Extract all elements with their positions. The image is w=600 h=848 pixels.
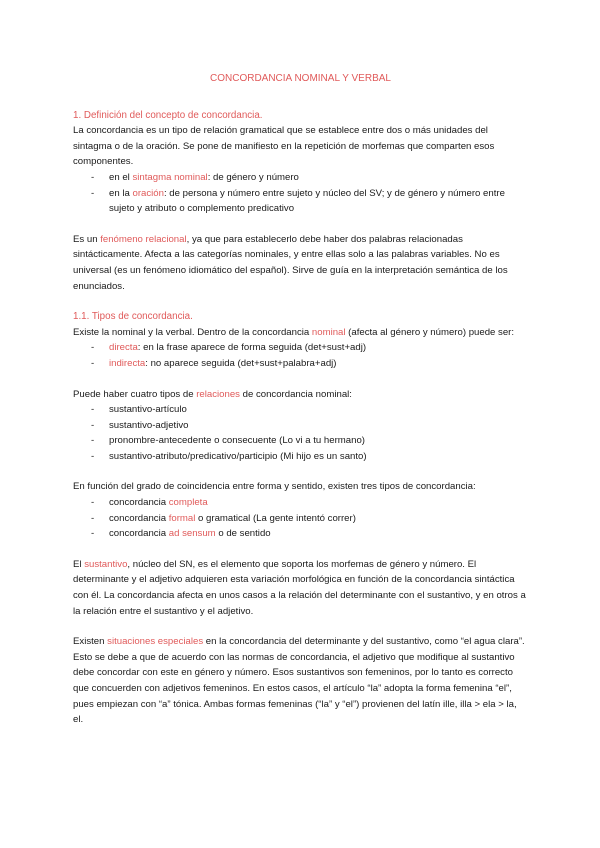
coincidence-list: [73, 495, 528, 542]
types-paragraph: [73, 325, 528, 341]
list-item: - sustantivo-artículo: [91, 402, 528, 418]
list-item: - sustantivo-adjetivo: [91, 418, 528, 434]
highlight-term: nominal: [311, 326, 346, 338]
list-item: - sustantivo-atributo/predicativo/participio (Mi hijo es un santo): [91, 449, 528, 465]
list-item: - pronombre-antecedente o consecuente (Lo vi a tu hermano): [91, 433, 528, 449]
relational-paragraph: [73, 232, 528, 294]
text: o de sentido: [215, 528, 271, 540]
text: concordancia: [109, 528, 169, 540]
text: El: [73, 558, 85, 570]
text: Existe la nominal y la verbal. Dentro de la concordancia: [73, 326, 312, 338]
document-title: CONCORDANCIA NOMINAL Y VERBAL: [210, 73, 391, 84]
text: , ya que para establecerlo debe haber dos palabras relacionadas sintácticamente. Afecta a las categorías nominales, y entre ellas solo a las palabras variables. No es universal (es un fenómeno idiomático del español). Sirve de guía en la interpretación semántica de los enunciados.: [73, 233, 508, 292]
nominal-types-list: [73, 340, 528, 371]
highlight-term: fenómeno relacional: [100, 233, 187, 245]
definition-paragraph: La concordancia es un tipo de relación gramatical que se establece entre dos o más unidades del sintagma o de la oración. Se pone de manifiesto en la repetición de morfemas que comparten esos componentes.: [73, 125, 495, 168]
list-item: [91, 186, 528, 217]
highlight-term: completa: [168, 497, 208, 509]
highlight-term: relaciones: [196, 388, 240, 400]
coincidence-paragraph: En función del grado de coincidencia entre forma y sentido, existen tres tipos de concordancia:: [73, 481, 476, 493]
text: : no aparece seguida (det+sust+palabra+adj): [145, 357, 337, 369]
special-situations-paragraph: [73, 634, 528, 728]
text: (afecta al género y número) puede ser:: [345, 326, 515, 338]
text: o gramatical (La gente intentó correr): [195, 512, 356, 524]
list-item: [91, 526, 528, 542]
text: : de género y número: [207, 171, 299, 183]
section-heading-types: 1.1. Tipos de concordancia.: [73, 311, 193, 323]
text: en la concordancia del determinante y del sustantivo, como “el agua clara”. Esto se debe a que de acuerdo con las normas de concordancia, el adjetivo que modifique al sustantivo debe concordar con este en género y número. Esos sustantivos son femeninos, por lo tanto es correcto que concuerden con adjetivos femeninos. En estos casos, el artículo “la” adopta la forma femenina “el”, pues empiezan con “a” tónica. Ambas formas femeninas (“la” y “el”) provienen del latín ille, illa > ela > la, el.: [73, 636, 525, 726]
text: de concordancia nominal:: [239, 388, 352, 400]
text: concordancia: [109, 512, 169, 524]
list-item: [91, 356, 528, 372]
highlight-term: sustantivo: [84, 558, 128, 570]
text: concordancia: [109, 497, 169, 509]
text: Es un: [73, 233, 101, 245]
highlight-term: oración: [132, 187, 164, 199]
relations-paragraph: [73, 387, 528, 403]
text: en la: [109, 187, 133, 199]
noun-paragraph: [73, 557, 528, 619]
list-item: [91, 340, 528, 356]
highlight-term: formal: [168, 512, 196, 524]
highlight-term: sintagma nominal: [132, 171, 208, 183]
section-heading-definition: 1. Definición del concepto de concordancia.: [73, 109, 263, 121]
text: : de persona y número entre sujeto y núcleo del SV; y de género y número entre sujeto y atributo o complemento predicativo: [109, 187, 505, 215]
text: , núcleo del SN, es el elemento que soporta los morfemas de género y número. El determinante y el adjetivo adquieren esta variación morfológica en función de la concordancia sintáctica con él. La concordancia afecta en unos casos a la relación del determinante con el sustantivo, y en otros a la relación entre el sustantivo y el adjetivo.: [73, 558, 526, 617]
highlight-term: indirecta: [109, 357, 146, 369]
relations-list: [73, 402, 528, 464]
list-item: [91, 495, 528, 511]
highlight-term: ad sensum: [168, 528, 216, 540]
text: en el: [109, 171, 133, 183]
highlight-term: situaciones especiales: [107, 636, 204, 648]
list-item: [91, 170, 528, 186]
definition-list: [73, 170, 528, 217]
list-item: [91, 511, 528, 527]
text: Existen: [73, 636, 108, 648]
text: Puede haber cuatro tipos de: [73, 388, 197, 400]
highlight-term: directa: [109, 342, 138, 354]
text: : en la frase aparece de forma seguida (det+sust+adj): [137, 342, 367, 354]
